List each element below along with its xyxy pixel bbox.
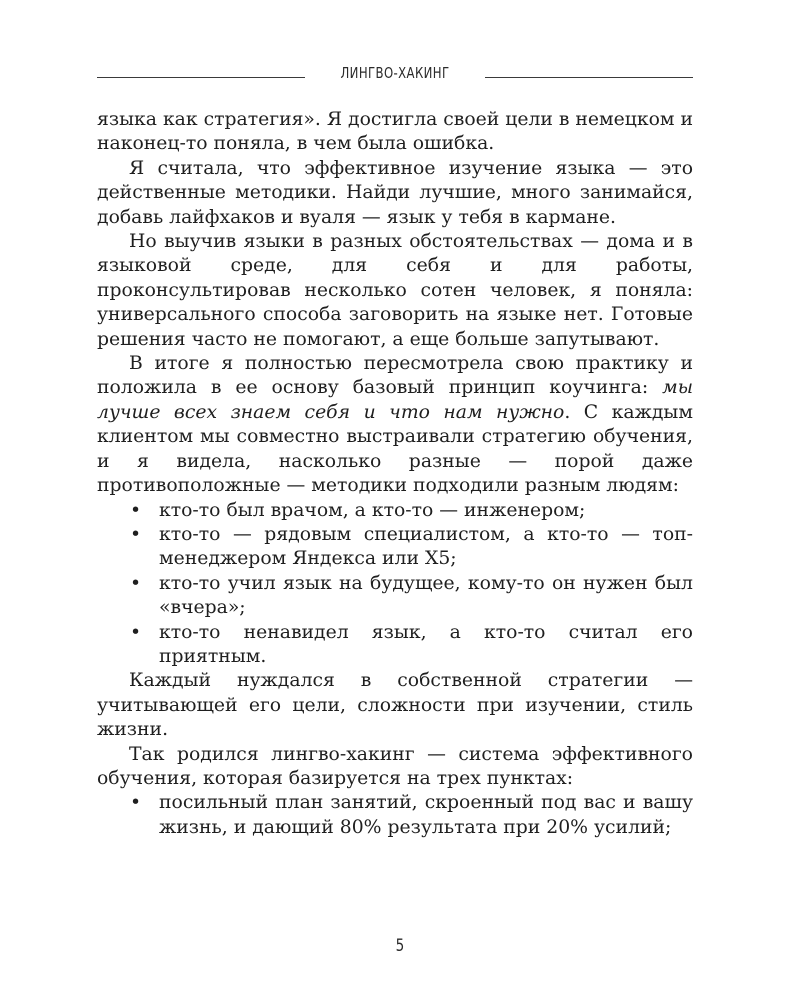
list-item bbox=[97, 499, 693, 523]
paragraph-experience: Но выучив языки в разных обстоятельствах — дома и в языковой среде, для себя и для работы, проконсультировав несколько сотен человек, я поняла: универсального способа заговорить на языке нет. Готовые решения часто не помогают, а еще больше запутывают. bbox=[97, 231, 693, 350]
coaching-text-end: . С каждым клиентом мы совместно выстраивали стратегию обучения, и я видела, насколько разные — порой даже противоположные — методики подходили разным людям: bbox=[97, 401, 693, 497]
page-number: 5 bbox=[395, 936, 405, 956]
list-item bbox=[97, 791, 693, 840]
running-head bbox=[97, 58, 693, 88]
bullet-icon: • bbox=[130, 499, 142, 521]
paragraph-strategy: Каждый нуждался в собственной стратегии — учитывающей его цели, сложности при изучении, стиль жизни. bbox=[97, 670, 693, 741]
list-item-text: посильный план занятий, скроенный под вас и вашу жизнь, и дающий 80% результата при 20% усилий; bbox=[159, 792, 693, 838]
coaching-principle: мы лучше всех знаем себя и что нам нужно bbox=[97, 377, 693, 423]
list-item bbox=[97, 523, 693, 572]
list-item-text: кто-то — рядовым специалистом, а кто-то — топ-менеджером Яндекса или Х5; bbox=[159, 523, 693, 570]
paragraph-continued: языка как стратегия». Я достигла своей цели в немецком и наконец-то поняла, в чем была ошибка. bbox=[97, 109, 693, 155]
header-rule-right bbox=[485, 77, 693, 78]
list-item-text: кто-то учил язык на будущее, кому-то он нужен был «вчера»; bbox=[159, 572, 693, 619]
list-item bbox=[97, 621, 693, 670]
page-body bbox=[97, 108, 693, 840]
list-item-text: кто-то ненавидел язык, а кто-то считал его приятным. bbox=[159, 621, 693, 667]
paragraph-coaching bbox=[97, 352, 693, 498]
bullet-icon: • bbox=[130, 523, 142, 545]
bullet-icon: • bbox=[130, 621, 142, 643]
paragraph-methods: Я считала, что эффективное изучение языка — это действенные методики. Найди лучшие, много занимайся, добавь лайфхаков и вуаля — язык у тебя в кармане. bbox=[97, 157, 693, 228]
paragraph-lingvo-hacking: Так родился лингво-хакинг — система эффективного обучения, которая базируется на трех пунктах: bbox=[97, 743, 693, 789]
client-differences-list bbox=[97, 499, 693, 670]
list-item-text: кто-то был врачом, а кто-то — инженером; bbox=[159, 499, 586, 521]
running-title: ЛИНГВО-ХАКИНГ bbox=[340, 64, 450, 82]
system-points-list bbox=[97, 791, 693, 840]
list-item bbox=[97, 572, 693, 621]
bullet-icon: • bbox=[130, 792, 142, 814]
bullet-icon: • bbox=[130, 572, 142, 594]
coaching-text-start: В итоге я полностью пересмотрела свою практику и положила в ее основу базовый принцип коучинга: bbox=[97, 353, 693, 399]
